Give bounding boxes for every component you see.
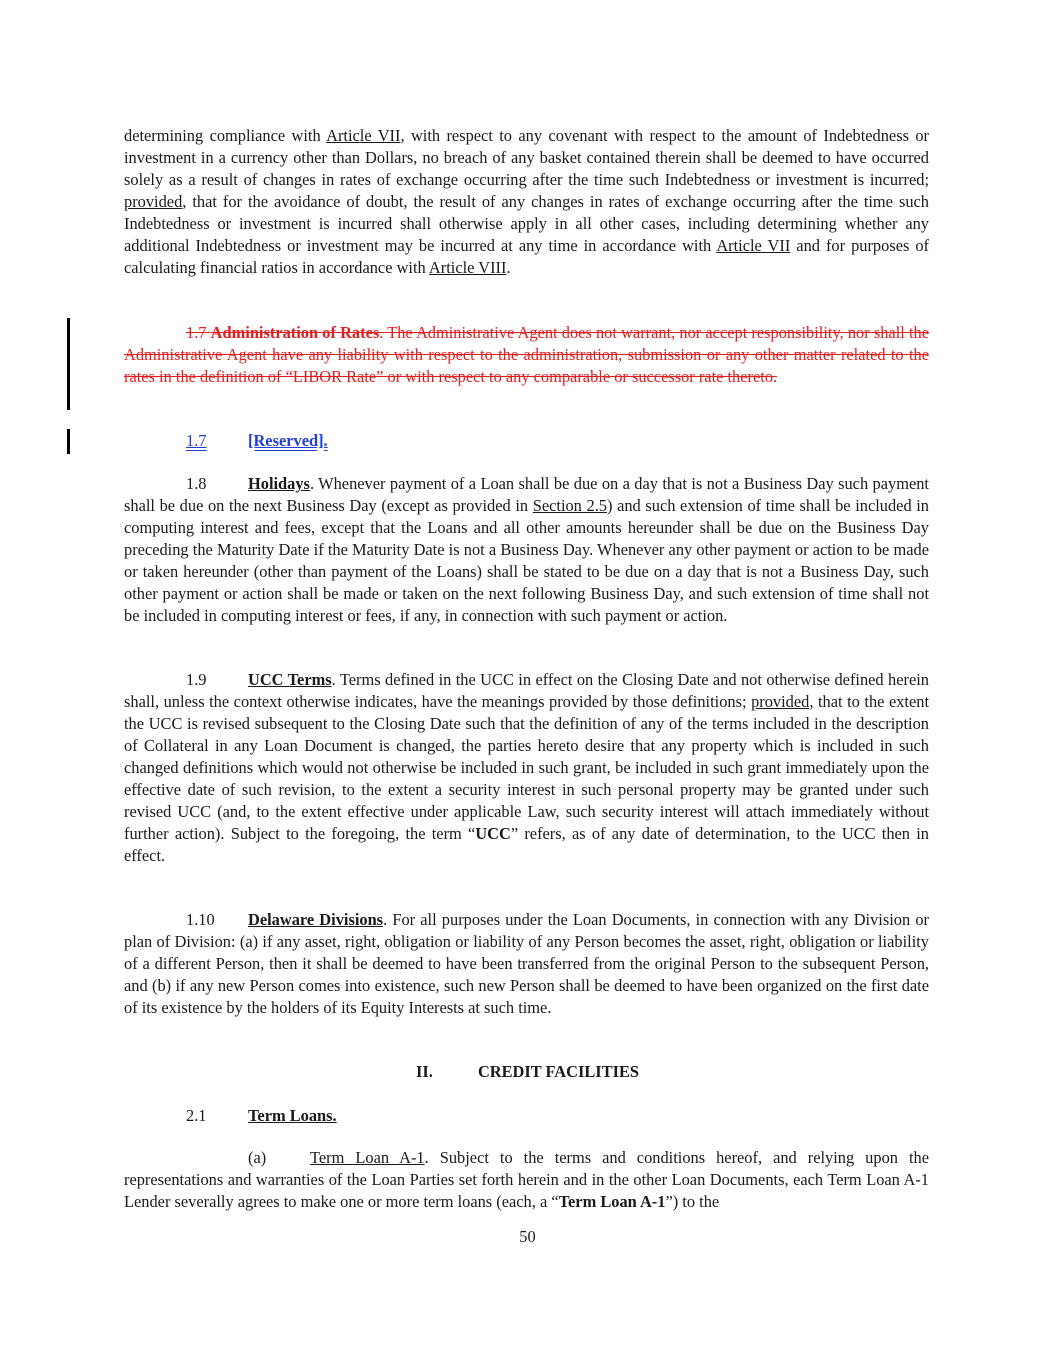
- text-run: and for purposes of calculating financial ratios in accordance with: [124, 236, 930, 277]
- deleted-section-1-7: [124, 322, 929, 388]
- text-run: . For all purposes under the Loan Documents, in connection with any Division or plan of Division: (a) if any asset, right, obligation or liability of any Person becomes the asset, right, obligation or liability of a different Person, then it shall be deemed to have been transferred from the original Person to the subsequent Person, and (b) if any new Person comes into existence, such new Person shall be deemed to have been organized on the first date of its existence by the holders of its Equity Interests at such time.: [124, 910, 929, 1017]
- section-1-9: [124, 669, 929, 867]
- change-bar: [67, 318, 70, 410]
- section-number: 1.7: [186, 431, 207, 450]
- text-run: ” refers, as of any date of determination, to the UCC then in effect.: [124, 824, 929, 865]
- text-run: .: [506, 258, 511, 277]
- text-run: , that to the extent the UCC is revised subsequent to the Closing Date such that the definition of any of the terms included in the description of Collateral in any Loan Document is changed, the parties hereto desire that any property which is included in such changed definitions which would not otherwise be included in such grant, be included in such grant immediately upon the effective date of such revision, to the extent a security interest in such personal property may be granted under such revised UCC (and, to the extent effective under applicable Law, such security interest will attach immediately without further action). Subject to the foregoing, the term “: [124, 692, 929, 843]
- text-run: . Terms defined in the UCC in effect on the Closing Date and not otherwise defined herein shall, unless the context otherwise indicates, have the meanings provided by those definitions;: [124, 670, 929, 711]
- section-title: Delaware Divisions: [248, 910, 384, 929]
- article-title: CREDIT FACILITIES: [477, 1062, 640, 1081]
- section-number: 1.9: [186, 670, 207, 689]
- section-title: Term Loans.: [248, 1106, 337, 1125]
- text-run: . Whenever payment of a Loan shall be due on a day that is not a Business Day such payment shall be due on the next Business Day (except as provided in: [124, 474, 929, 515]
- text-run: , that for the avoidance of doubt, the result of any changes in rates of exchange occurring after the time such Indebtedness or investment is incurred shall otherwise apply in all other cases, including determining whether any additional Indebtedness or investment may be incurred at any time in accordance with: [124, 192, 929, 255]
- provided-term: provided: [124, 192, 183, 211]
- section-1-8: [124, 473, 929, 627]
- inserted-section-1-7: [124, 430, 929, 452]
- provided-term: provided: [751, 692, 810, 711]
- change-bar: [67, 429, 70, 454]
- article-viii-reference: Article VIII: [428, 258, 507, 277]
- section-title: Administration of Rates: [210, 323, 380, 342]
- article-heading: [0, 1062, 1055, 1082]
- text-run: determining compliance with: [124, 126, 327, 145]
- text-run: ) and such extension of time shall be included in computing interest and fees, except that the Loans and all other amounts hereunder shall be due on the Business Day preceding the Maturity Date if the Maturity Date is not a Business Day. Whenever any other payment or action to be made or taken hereunder (other than payment of the Loans) shall be stated to be due on a day that is not a Business Day, such other payment or action shall be made or taken on the next following Business Day, and such extension of time shall not be included in computing interest or fees, if any, in connection with such payment or action.: [124, 496, 930, 625]
- text-run: , with respect to any covenant with respect to the amount of Indebtedness or investment in a currency other than Dollars, no breach of any basket contained therein shall be deemed to have occurred solely as a result of changes in rates of exchange occurring after the time such Indebtedness or investment is incurred;: [124, 126, 929, 189]
- section-2-5-reference: Section 2.5: [532, 496, 607, 515]
- text-run: . Subject to the terms and conditions hereof, and relying upon the representations and warranties of the Loan Parties set forth herein and in the other Loan Documents, each Term Loan A-1 Lender severally agrees to make one or more term loans (each, a “: [124, 1148, 929, 1211]
- section-title: [Reserved].: [248, 431, 328, 450]
- page-number: 50: [519, 1227, 536, 1246]
- section-number: 1.8: [186, 474, 207, 493]
- subsection-title: Term Loan A-1: [310, 1148, 425, 1167]
- section-number: 1.7: [186, 323, 211, 342]
- section-number: 2.1: [186, 1106, 207, 1125]
- section-title: Holidays: [248, 474, 310, 493]
- section-2-1: [124, 1105, 929, 1127]
- section-number: 1.10: [186, 910, 215, 929]
- section-body: . The Administrative Agent does not warrant, nor accept responsibility, nor shall the Administrative Agent have any liability with respect to the administration, submission or any other matter related to the rates in the definition of “LIBOR Rate” or with respect to any comparable or successor rate thereto.: [124, 323, 930, 386]
- section-title: UCC Terms: [248, 670, 332, 689]
- section-1-10: [124, 909, 929, 1019]
- compliance-paragraph: [124, 125, 929, 279]
- defined-term: UCC: [475, 824, 511, 843]
- article-vii-reference: Article VII: [716, 236, 791, 255]
- article-vii-reference: Article VII: [326, 126, 401, 145]
- article-number: II.: [415, 1062, 433, 1081]
- section-2-1-a: [124, 1147, 929, 1213]
- defined-term: Term Loan A-1: [558, 1192, 666, 1211]
- subsection-number: (a): [248, 1148, 267, 1167]
- text-run: ”) to the: [665, 1192, 720, 1211]
